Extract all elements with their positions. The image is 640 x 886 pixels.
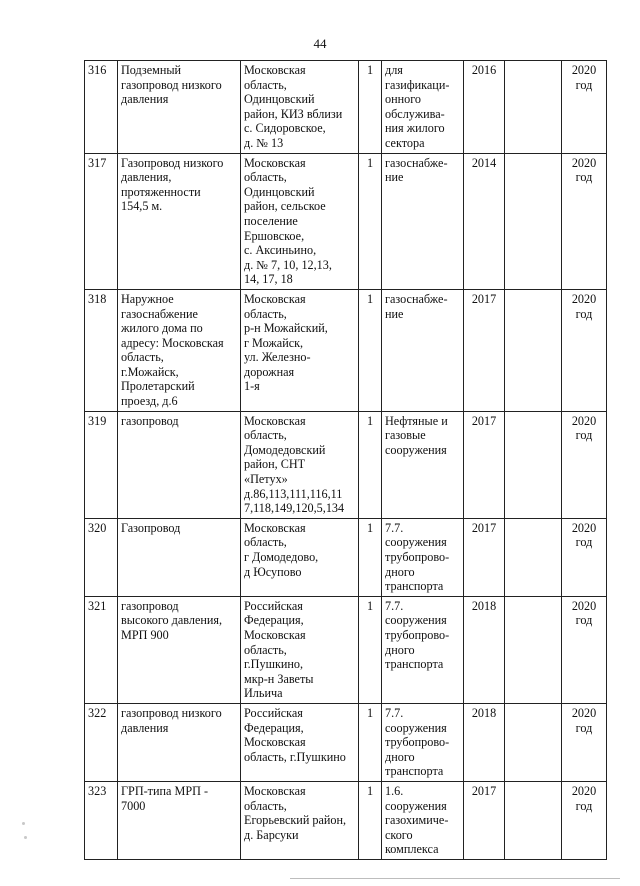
table-row (85, 518, 607, 596)
cell-number: 323 (85, 781, 118, 859)
cell-deadline: 2020 год (562, 61, 607, 154)
scan-artifact-dot (24, 836, 27, 839)
cell-object-name: ГРП-типа МРП - 7000 (118, 781, 241, 859)
cell-quantity: 1 (359, 703, 382, 781)
cell-quantity: 1 (359, 153, 382, 289)
registry-table (84, 60, 607, 860)
cell-empty (505, 596, 562, 703)
cell-object-name: газопровод (118, 411, 241, 518)
cell-location: Российская Федерация, Московская область, г.Пушкино (241, 703, 359, 781)
cell-number: 320 (85, 518, 118, 596)
cell-empty (505, 518, 562, 596)
cell-deadline: 2020 год (562, 781, 607, 859)
cell-empty (505, 289, 562, 411)
cell-quantity: 1 (359, 781, 382, 859)
table-row (85, 596, 607, 703)
cell-quantity: 1 (359, 61, 382, 154)
cell-deadline: 2020 год (562, 289, 607, 411)
cell-number: 319 (85, 411, 118, 518)
cell-location: Московская область, Домодедовский район, СНТ «Петух» д.86,113,111,116,11 7,118,149,120,5,134 (241, 411, 359, 518)
cell-purpose: 1.6. сооружения газохимиче- ского комплекса (382, 781, 464, 859)
cell-purpose: 7.7. сооружения трубопрово- дного транспорта (382, 703, 464, 781)
registry-table-body (85, 61, 607, 860)
cell-object-name: газопровод низкого давления (118, 703, 241, 781)
cell-object-name: Подземный газопровод низкого давления (118, 61, 241, 154)
cell-number: 321 (85, 596, 118, 703)
cell-location: Московская область, Егорьевский район, д. Барсуки (241, 781, 359, 859)
cell-deadline: 2020 год (562, 703, 607, 781)
cell-object-name: газопровод высокого давления, МРП 900 (118, 596, 241, 703)
cell-purpose: газоснабже- ние (382, 289, 464, 411)
cell-year: 2017 (464, 518, 505, 596)
table-row (85, 61, 607, 154)
cell-location: Московская область, Одинцовский район, КИЗ вблизи с. Сидоровское, д. № 13 (241, 61, 359, 154)
table-row (85, 153, 607, 289)
table-row (85, 703, 607, 781)
scan-artifact-dot (22, 822, 25, 825)
cell-deadline: 2020 год (562, 411, 607, 518)
cell-location: Российская Федерация, Московская область, г.Пушкино, мкр-н Заветы Ильича (241, 596, 359, 703)
cell-purpose: газоснабже- ние (382, 153, 464, 289)
cell-purpose: Нефтяные и газовые сооружения (382, 411, 464, 518)
scan-artifact-line (290, 878, 620, 879)
cell-quantity: 1 (359, 596, 382, 703)
cell-location: Московская область, Одинцовский район, сельское поселение Ершовское, с. Аксиньино, д. № 7, 10, 12,13, 14, 17, 18 (241, 153, 359, 289)
cell-location: Московская область, р-н Можайский, г Можайск, ул. Железно- дорожная 1-я (241, 289, 359, 411)
cell-year: 2016 (464, 61, 505, 154)
cell-quantity: 1 (359, 411, 382, 518)
cell-empty (505, 781, 562, 859)
cell-number: 318 (85, 289, 118, 411)
table-row (85, 781, 607, 859)
cell-number: 316 (85, 61, 118, 154)
cell-empty (505, 411, 562, 518)
cell-deadline: 2020 год (562, 518, 607, 596)
cell-purpose: 7.7. сооружения трубопрово- дного транспорта (382, 596, 464, 703)
table-row (85, 289, 607, 411)
cell-empty (505, 153, 562, 289)
cell-empty (505, 703, 562, 781)
cell-year: 2017 (464, 781, 505, 859)
cell-deadline: 2020 год (562, 153, 607, 289)
cell-purpose: 7.7. сооружения трубопрово- дного транспорта (382, 518, 464, 596)
cell-object-name: Газопровод низкого давления, протяженности 154,5 м. (118, 153, 241, 289)
page-number: 44 (313, 36, 327, 51)
cell-deadline: 2020 год (562, 596, 607, 703)
cell-object-name: Газопровод (118, 518, 241, 596)
cell-purpose: для газификаци- онного обслужива- ния жилого сектора (382, 61, 464, 154)
cell-year: 2017 (464, 289, 505, 411)
cell-number: 317 (85, 153, 118, 289)
cell-empty (505, 61, 562, 154)
cell-year: 2017 (464, 411, 505, 518)
table-row (85, 411, 607, 518)
cell-location: Московская область, г Домодедово, д Юсупово (241, 518, 359, 596)
cell-year: 2014 (464, 153, 505, 289)
cell-object-name: Наружное газоснабжение жилого дома по адресу: Московская область, г.Можайск, Пролетарский проезд, д.6 (118, 289, 241, 411)
cell-number: 322 (85, 703, 118, 781)
cell-year: 2018 (464, 703, 505, 781)
cell-quantity: 1 (359, 289, 382, 411)
cell-quantity: 1 (359, 518, 382, 596)
cell-year: 2018 (464, 596, 505, 703)
